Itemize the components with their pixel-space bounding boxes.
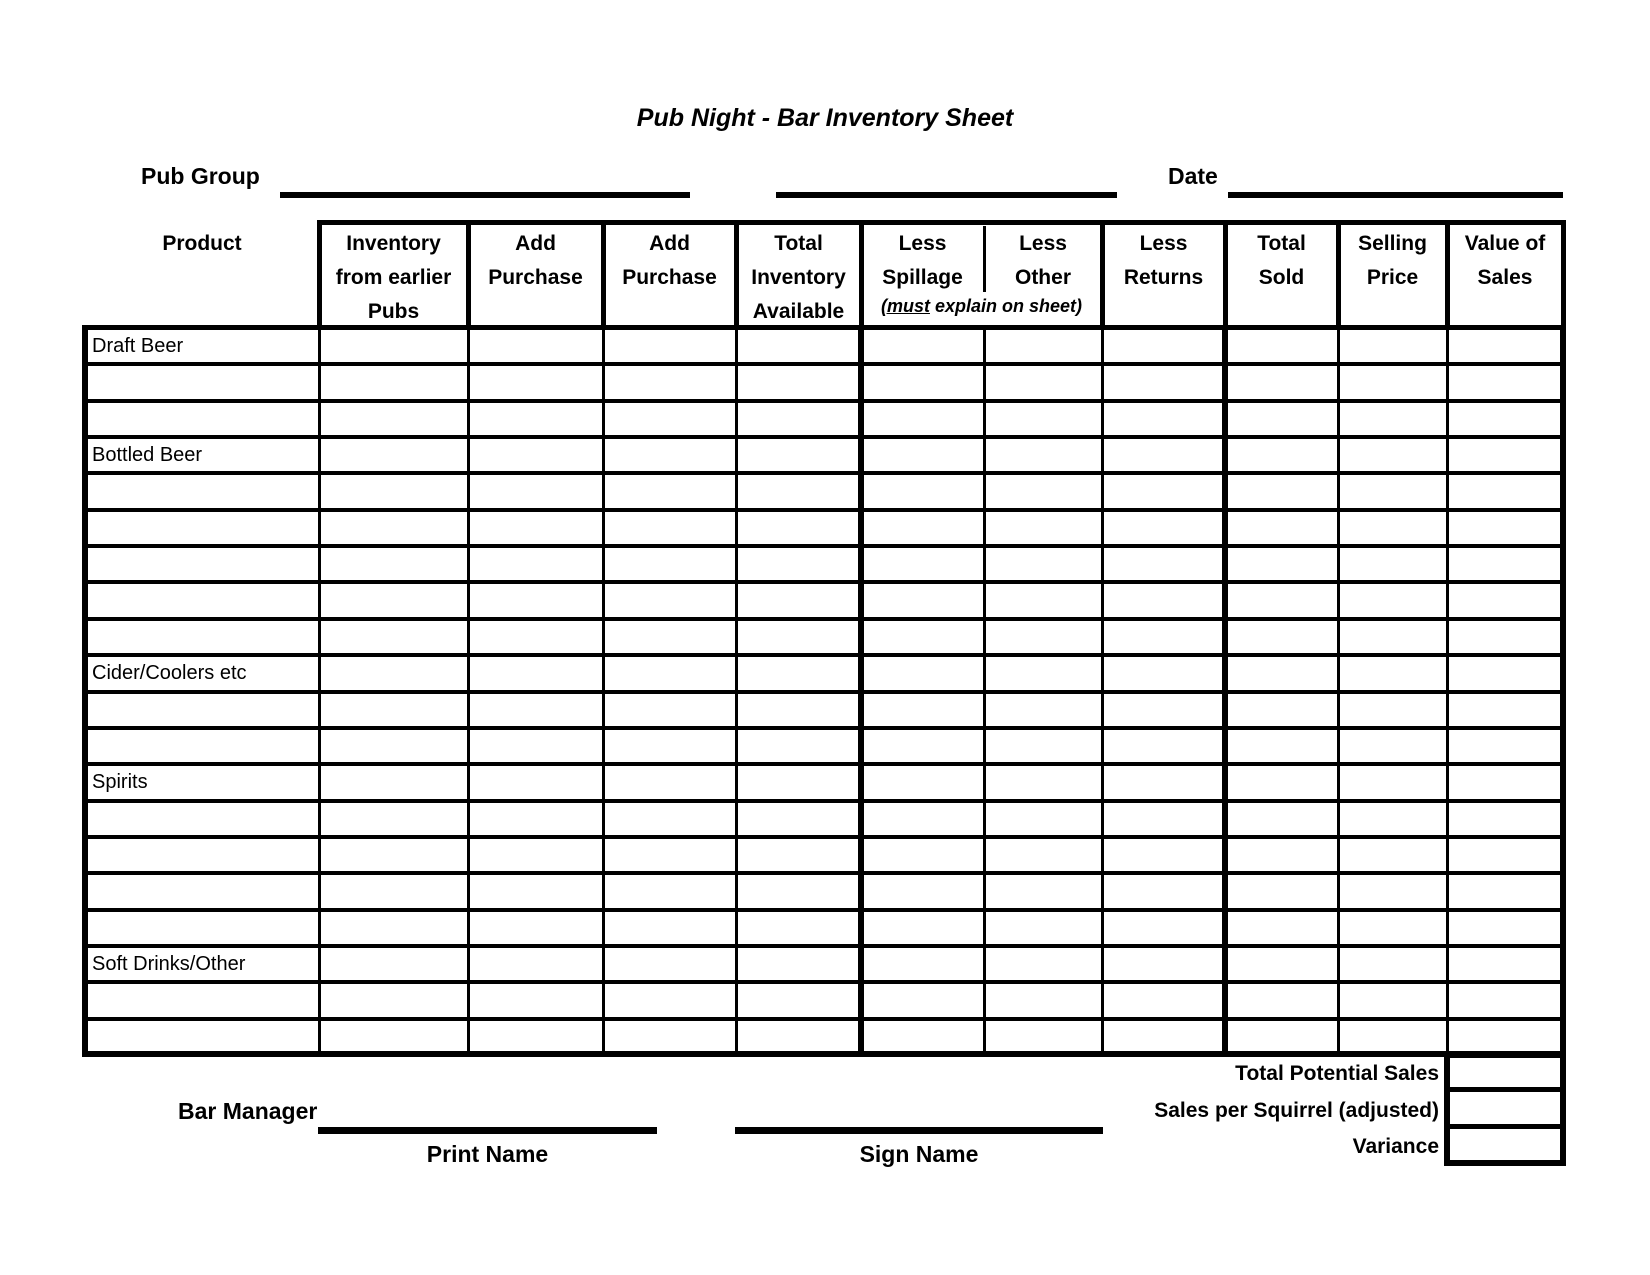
date-label: Date (1168, 163, 1218, 189)
pub-group-blank-line (280, 192, 690, 198)
table-row (85, 1019, 319, 1055)
table-row (85, 473, 319, 509)
sign-name-label: Sign Name (859, 1141, 979, 1167)
column-header-product (85, 220, 319, 328)
sign-name-blank-line (735, 1127, 1103, 1134)
bar-manager-label: Bar Manager (178, 1098, 318, 1124)
column-header-add-purchase-1: Add Purchase (488, 232, 583, 289)
row-label: Draft Beer (92, 334, 184, 357)
table-row (85, 982, 319, 1018)
column-header-inventory-from-earlier-pubs: Inventory from earlier Pubs (335, 232, 452, 323)
print-name-label: Print Name (426, 1141, 549, 1167)
date-blank-line (1228, 192, 1563, 198)
column-header-total-inventory-available: Total Inventory Available (751, 232, 846, 323)
table-row (85, 801, 319, 837)
table-row (85, 946, 319, 982)
table-row (85, 437, 319, 473)
table-row (85, 655, 319, 691)
page-title: Pub Night - Bar Inventory Sheet (636, 104, 1014, 132)
row-label: Bottled Beer (92, 443, 203, 466)
row-label: Cider/Coolers etc (92, 661, 247, 684)
print-name-blank-line (318, 1127, 657, 1134)
total-potential-sales-label: Total Potential Sales (1235, 1062, 1439, 1085)
spillage-other-divider (983, 226, 986, 292)
table-row (85, 619, 319, 655)
table-row (85, 728, 319, 764)
table-row (85, 328, 319, 364)
table-row (85, 546, 319, 582)
table-row (85, 873, 319, 909)
summary-divider (1447, 1087, 1563, 1092)
sales-per-squirrel-label: Sales per Squirrel (adjusted) (1154, 1099, 1439, 1122)
grid-line-vertical (1100, 220, 1105, 328)
pub-group-label: Pub Group (141, 163, 260, 189)
grid-line-vertical (601, 220, 606, 328)
column-header-total-sold: Total Sold (1257, 232, 1306, 289)
row-label: Soft Drinks/Other (92, 952, 246, 975)
table-row (85, 837, 319, 873)
table-row (85, 401, 319, 437)
row-label: Spirits (92, 770, 148, 793)
spillage-note: (must explain on sheet) (880, 296, 1083, 316)
grid-line-vertical (859, 220, 864, 328)
variance-label: Variance (1352, 1135, 1439, 1158)
grid-line-vertical (317, 220, 322, 328)
grid-line-vertical (1336, 220, 1341, 328)
column-header-label: Product (162, 232, 242, 255)
table-row (85, 510, 319, 546)
grid-line-vertical (1223, 220, 1228, 328)
table-row (85, 910, 319, 946)
table-row (85, 692, 319, 728)
grid-line-vertical (1445, 220, 1450, 328)
column-header-less-other: Less Other (1014, 232, 1071, 289)
table-row (85, 582, 319, 618)
column-header-less-spillage: Less Spillage (882, 232, 963, 289)
column-header-add-purchase-2: Add Purchase (622, 232, 717, 289)
column-header-selling-price: Selling Price (1358, 232, 1427, 289)
column-header-value-of-sales: Value of Sales (1464, 232, 1546, 289)
grid-line-vertical (1561, 220, 1566, 328)
grid-line-vertical (734, 220, 739, 328)
summary-divider (1447, 1124, 1563, 1129)
table-row (85, 364, 319, 400)
column-header-less-returns: Less Returns (1123, 232, 1204, 289)
grid-line-vertical (466, 220, 471, 328)
middle-blank-line (776, 192, 1117, 198)
header-top-border (317, 220, 1565, 225)
summary-box (1444, 1052, 1566, 1166)
table-row (85, 764, 319, 800)
